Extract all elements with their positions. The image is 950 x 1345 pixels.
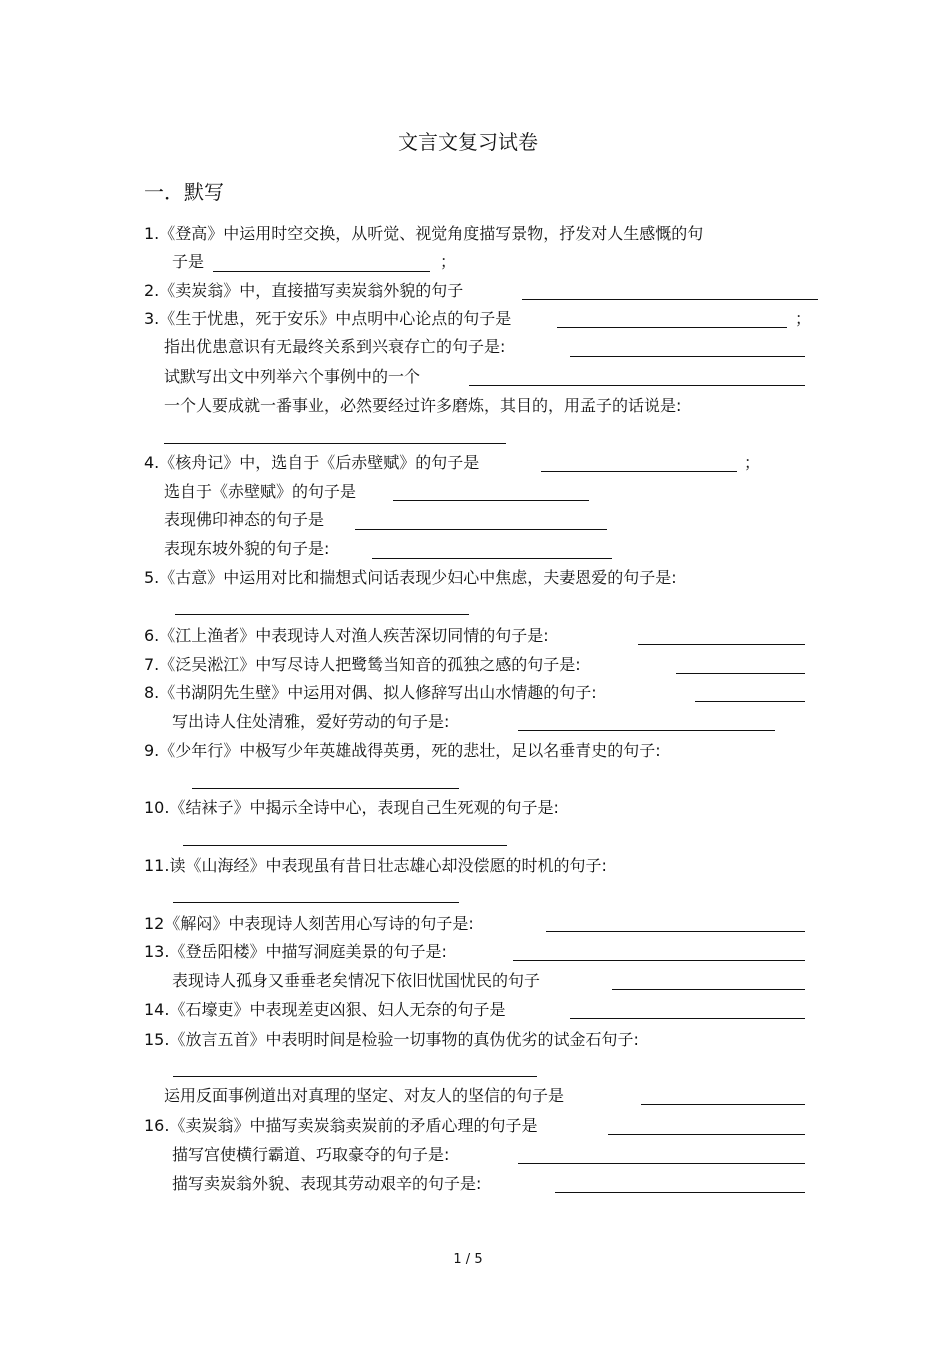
answer-blank[interactable] xyxy=(555,1192,805,1193)
answer-blank[interactable] xyxy=(213,271,430,272)
answer-blank[interactable] xyxy=(183,845,507,846)
question-line: 指出优患意识有无最终关系到兴衰存亡的句子是: xyxy=(164,337,506,356)
answer-blank[interactable] xyxy=(393,500,589,501)
answer-blank[interactable] xyxy=(546,931,805,932)
question-line: 16.《卖炭翁》中描写卖炭翁卖炭前的矛盾心理的句子是 xyxy=(144,1116,538,1135)
question-line: 写出诗人住处清雅，爱好劳动的句子是: xyxy=(172,712,450,731)
question-line: 7.《泛吴淞江》中写尽诗人把鹭鸶当知音的孤独之感的句子是: xyxy=(144,655,581,674)
question-line: 11.读《山海经》中表现虽有昔日壮志雄心却没偿愿的时机的句子: xyxy=(144,856,607,875)
answer-blank[interactable] xyxy=(638,644,805,645)
question-line: 15.《放言五首》中表明时间是检验一切事物的真伪优劣的试金石句子: xyxy=(144,1030,639,1049)
answer-blank[interactable] xyxy=(173,902,459,903)
answer-blank[interactable] xyxy=(518,730,775,731)
question-line: 9.《少年行》中极写少年英雄战得英勇，死的悲壮，足以名垂青史的句子: xyxy=(144,741,661,760)
question-line: 10.《结袜子》中揭示全诗中心，表现自己生死观的句子是: xyxy=(144,798,559,817)
answer-blank[interactable] xyxy=(518,1163,805,1164)
semicolon: ； xyxy=(795,309,812,328)
question-line: 选自于《赤壁赋》的句子是 xyxy=(164,482,357,501)
answer-blank[interactable] xyxy=(164,443,506,444)
question-line: 一个人要成就一番事业，必然要经过许多磨炼，其目的，用孟子的话说是: xyxy=(164,396,682,415)
answer-blank[interactable] xyxy=(192,788,459,789)
answer-blank[interactable] xyxy=(557,327,787,328)
question-line: 描写卖炭翁外貌、表现其劳动艰辛的句子是: xyxy=(172,1174,482,1193)
question-line: 8.《书湖阴先生壁》中运用对偶、拟人修辞写出山水情趣的句子: xyxy=(144,683,597,702)
question-line: 子是 xyxy=(172,252,205,271)
question-line: 表现佛印神态的句子是 xyxy=(164,510,325,529)
page-title: 文言文复习试卷 xyxy=(398,130,538,154)
answer-blank[interactable] xyxy=(570,356,805,357)
question-line: 1.《登高》中运用时空交换，从听觉、视觉角度描写景物，抒发对人生感慨的句 xyxy=(144,224,704,243)
question-line: 描写宫使横行霸道、巧取豪夺的句子是: xyxy=(172,1145,450,1164)
semicolon: ； xyxy=(744,453,761,472)
answer-blank[interactable] xyxy=(641,1104,805,1105)
answer-blank[interactable] xyxy=(372,558,612,559)
answer-blank[interactable] xyxy=(612,989,805,990)
answer-blank[interactable] xyxy=(469,385,805,386)
answer-blank[interactable] xyxy=(173,1076,537,1077)
question-line: 5.《古意》中运用对比和揣想式问话表现少妇心中焦虑，夫妻恩爱的句子是: xyxy=(144,568,677,587)
question-line: 试默写出文中列举六个事例中的一个 xyxy=(164,367,421,386)
question-line: 表现诗人孤身又垂垂老矣情况下依旧忧国忧民的句子 xyxy=(172,971,541,990)
question-line: 表现东坡外貌的句子是: xyxy=(164,539,330,558)
answer-blank[interactable] xyxy=(175,614,469,615)
question-line: 6.《江上渔者》中表现诗人对渔人疾苦深切同情的句子是: xyxy=(144,626,549,645)
answer-blank[interactable] xyxy=(570,1018,805,1019)
answer-blank[interactable] xyxy=(608,1134,805,1135)
question-line: 3.《生于忧患，死于安乐》中点明中心论点的句子是 xyxy=(144,309,512,328)
answer-blank[interactable] xyxy=(355,529,607,530)
question-line: 4.《核舟记》中，选自于《后赤壁赋》的句子是 xyxy=(144,453,480,472)
page-indicator: 1 / 5 xyxy=(453,1252,483,1267)
question-line: 2.《卖炭翁》中，直接描写卖炭翁外貌的句子 xyxy=(144,281,464,300)
answer-blank[interactable] xyxy=(676,673,805,674)
semicolon: ； xyxy=(440,252,457,271)
section-heading: 一．默写 xyxy=(144,180,224,204)
answer-blank[interactable] xyxy=(513,960,805,961)
question-line: 运用反面事例道出对真理的坚定、对友人的坚信的句子是 xyxy=(164,1086,565,1105)
answer-blank[interactable] xyxy=(695,701,805,702)
question-line: 12《解闷》中表现诗人刻苦用心写诗的句子是: xyxy=(144,914,474,933)
question-line: 14.《石壕吏》中表现差吏凶狠、妇人无奈的句子是 xyxy=(144,1000,506,1019)
question-line: 13.《登岳阳楼》中描写洞庭美景的句子是: xyxy=(144,942,447,961)
answer-blank[interactable] xyxy=(522,299,818,300)
answer-blank[interactable] xyxy=(541,471,737,472)
